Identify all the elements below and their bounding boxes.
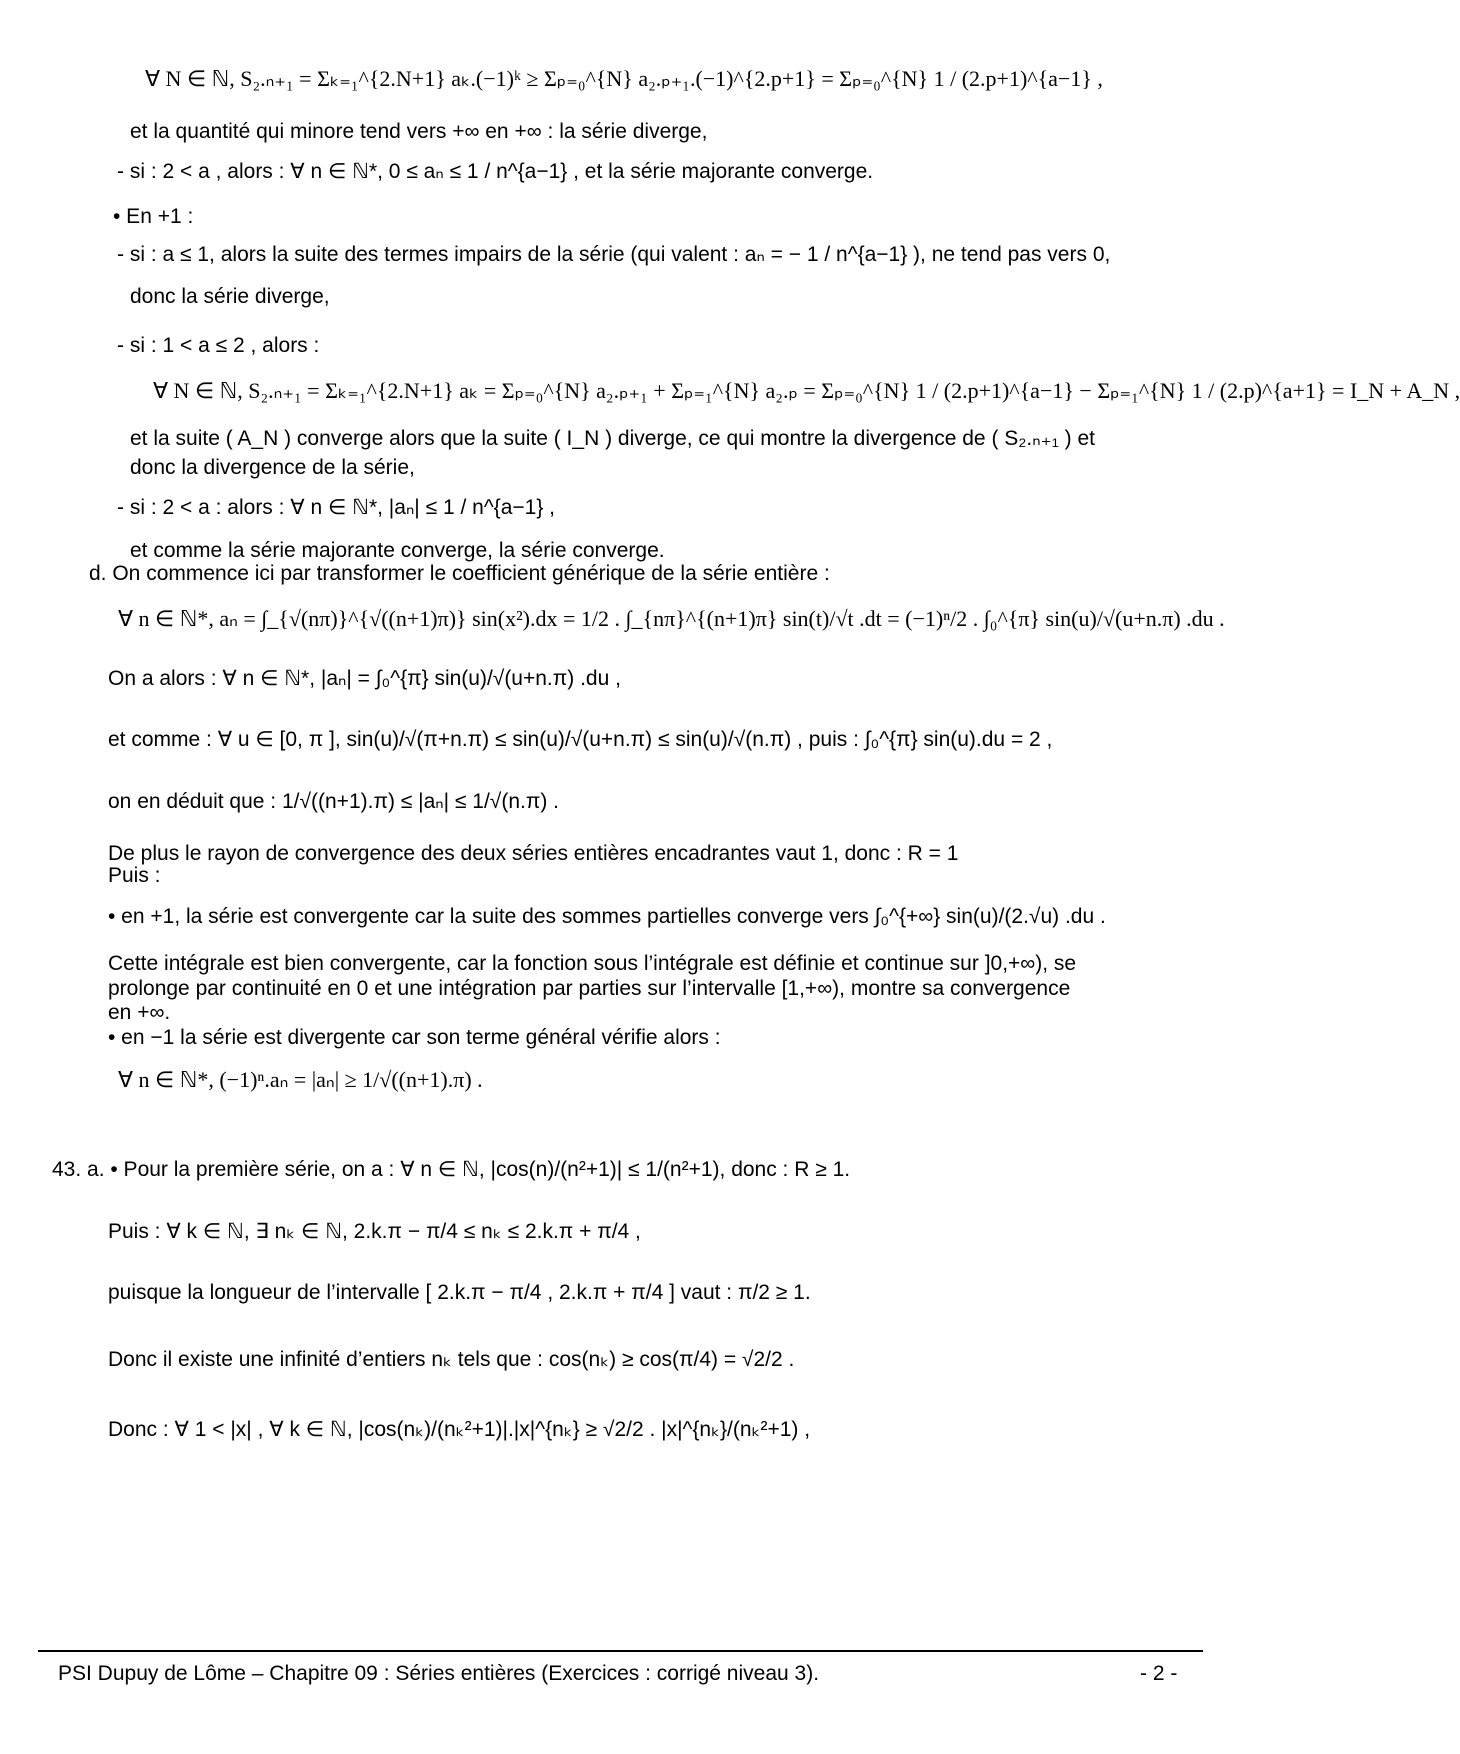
formula-line-2: ∀ N ∈ ℕ, S₂.ₙ₊₁ = Σₖ₌₁^{2.N+1} aₖ = Σₚ₌₀^{N} a₂.ₚ₊₁ + Σₚ₌₁^{N} a₂.ₚ = Σₚ₌₀^{N} 1 / (2.p+1)^{a−1} − Σₚ₌₁^{N} 1 / (2.p)^{a+1} = I_N + A_N , bbox=[153, 378, 1460, 403]
text-line: - si : a ≤ 1, alors la suite des termes impairs de la série (qui valent : aₙ = − 1 / n^{a−1} ), ne tend pas vers 0, bbox=[117, 243, 1111, 266]
text-line: donc la divergence de la série, bbox=[130, 456, 415, 479]
text-line: On a alors : ∀ n ∈ ℕ*, |aₙ| = ∫₀^{π} sin(u)/√(u+n.π) .du , bbox=[108, 667, 621, 690]
text-line: • en +1, la série est convergente car la suite des sommes partielles converge vers ∫₀^{+∞} sin(u)/(2.√u) .du . bbox=[108, 905, 1106, 928]
text-line: et comme la série majorante converge, la série converge. bbox=[130, 539, 665, 562]
text-line: Donc il existe une infinité d’entiers nₖ tels que : cos(nₖ) ≥ cos(π/4) = √2/2 . bbox=[108, 1348, 795, 1371]
formula-line-1: ∀ N ∈ ℕ, S₂.ₙ₊₁ = Σₖ₌₁^{2.N+1} aₖ.(−1)ᵏ ≥ Σₚ₌₀^{N} a₂.ₚ₊₁.(−1)^{2.p+1} = Σₚ₌₀^{N} 1 / (2.p+1)^{a−1} , bbox=[145, 66, 1103, 91]
bullet-heading: • En +1 : bbox=[113, 205, 194, 228]
text-line: donc la série diverge, bbox=[130, 285, 330, 308]
text-line: De plus le rayon de convergence des deux séries entières encadrantes vaut 1, donc : R = 1 bbox=[108, 842, 959, 865]
section-d-heading: d. On commence ici par transformer le coefficient générique de la série entière : bbox=[89, 562, 830, 585]
footer-title: PSI Dupuy de Lôme – Chapitre 09 : Séries entières (Exercices : corrigé niveau 3). bbox=[58, 1662, 820, 1685]
text-line: - si : 2 < a , alors : ∀ n ∈ ℕ*, 0 ≤ aₙ ≤ 1 / n^{a−1} , et la série majorante converge. bbox=[117, 160, 874, 183]
text-line: • en −1 la série est divergente car son terme général vérifie alors : bbox=[108, 1026, 721, 1049]
formula-line-3: ∀ n ∈ ℕ*, aₙ = ∫_{√(nπ)}^{√((n+1)π)} sin(x²).dx = 1/2 . ∫_{nπ}^{(n+1)π} sin(t)/√t .dt = (−1)ⁿ/2 . ∫₀^{π} sin(u)/√(u+n.π) .du . bbox=[118, 606, 1225, 631]
text-line: puisque la longueur de l’intervalle [ 2.k.π − π/4 , 2.k.π + π/4 ] vaut : π/2 ≥ 1. bbox=[108, 1281, 811, 1304]
text-line: Puis : bbox=[108, 864, 161, 887]
text-line: on en déduit que : 1/√((n+1).π) ≤ |aₙ| ≤ 1/√(n.π) . bbox=[108, 790, 559, 813]
text-line: prolonge par continuité en 0 et une intégration par parties sur l’intervalle [1,+∞), montre sa convergence bbox=[108, 977, 1071, 1000]
exercise-43-heading: 43. a. • Pour la première série, on a : ∀ n ∈ ℕ, |cos(n)/(n²+1)| ≤ 1/(n²+1), donc : R ≥ 1. bbox=[52, 1158, 851, 1181]
text-line: - si : 1 < a ≤ 2 , alors : bbox=[117, 334, 320, 357]
text-line: et la quantité qui minore tend vers +∞ en +∞ : la série diverge, bbox=[130, 120, 708, 143]
text-line: et la suite ( A_N ) converge alors que la suite ( I_N ) diverge, ce qui montre la divergence de ( S₂.ₙ₊₁ ) et bbox=[130, 427, 1095, 450]
text-line: Cette intégrale est bien convergente, car la fonction sous l’intégrale est définie et continue sur ]0,+∞), se bbox=[108, 952, 1077, 975]
text-line: - si : 2 < a : alors : ∀ n ∈ ℕ*, |aₙ| ≤ 1 / n^{a−1} , bbox=[117, 496, 555, 519]
text-line: en +∞. bbox=[108, 1001, 171, 1024]
page-number: - 2 - bbox=[1140, 1662, 1178, 1685]
text-line: Puis : ∀ k ∈ ℕ, ∃ nₖ ∈ ℕ, 2.k.π − π/4 ≤ nₖ ≤ 2.k.π + π/4 , bbox=[108, 1220, 641, 1243]
text-line: Donc : ∀ 1 < |x| , ∀ k ∈ ℕ, |cos(nₖ)/(nₖ²+1)|.|x|^{nₖ} ≥ √2/2 . |x|^{nₖ}/(nₖ²+1) , bbox=[108, 1418, 811, 1441]
text-line: et comme : ∀ u ∈ [0, π ], sin(u)/√(π+n.π) ≤ sin(u)/√(u+n.π) ≤ sin(u)/√(n.π) , puis : ∫₀^{π} sin(u).du = 2 , bbox=[108, 728, 1053, 751]
formula-line-4: ∀ n ∈ ℕ*, (−1)ⁿ.aₙ = |aₙ| ≥ 1/√((n+1).π) . bbox=[118, 1067, 483, 1092]
footer-divider bbox=[38, 1650, 1203, 1652]
